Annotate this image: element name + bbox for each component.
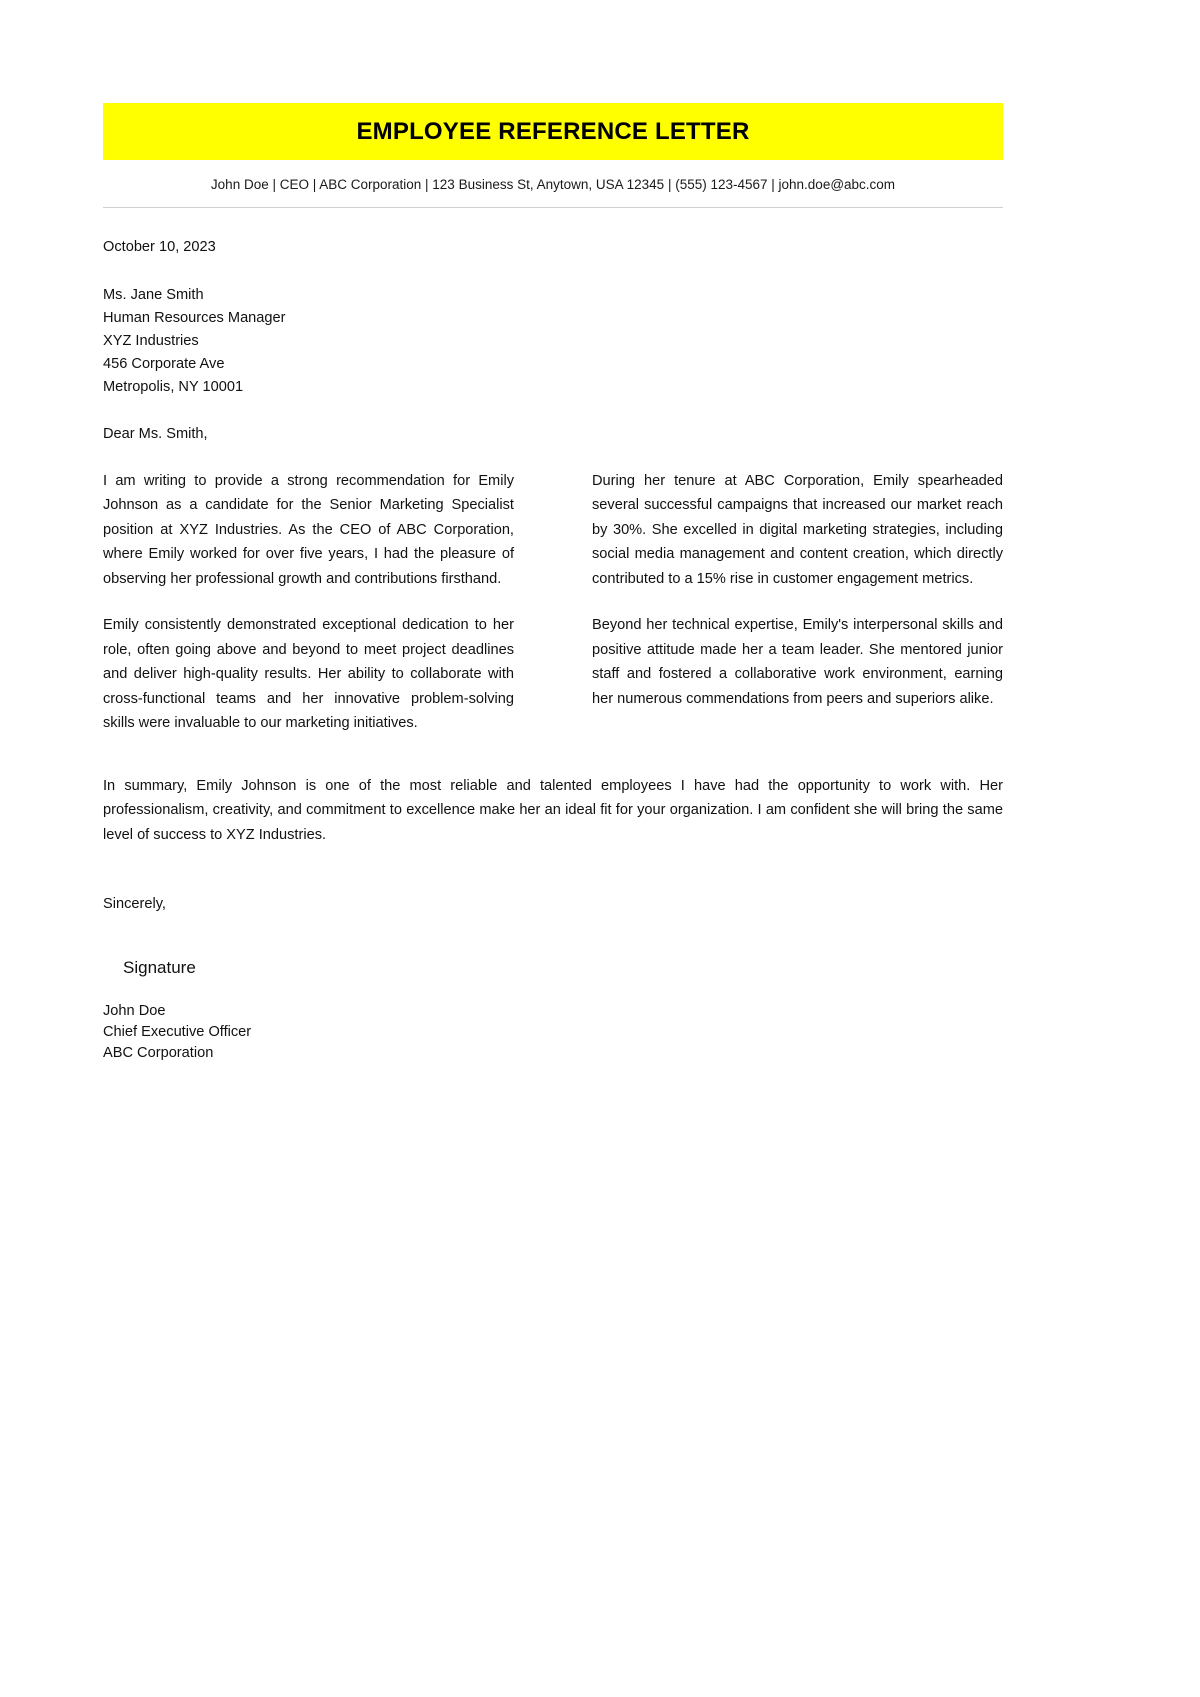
signer-company: ABC Corporation: [103, 1044, 214, 1061]
body-column-left: [103, 469, 514, 736]
salutation: Dear Ms. Smith,: [103, 426, 208, 443]
signer-block: [103, 1001, 1003, 1063]
recipient-address-block: [103, 284, 1003, 399]
summary-paragraph: In summary, Emily Johnson is one of the most reliable and talented employees I have had the opportunity to work with. Her professionalism, creativity, and commitment to excellence make her an ideal fit for your organization. I am confident she will bring the same level of success to XYZ Industries.: [103, 777, 1003, 843]
signer-name: John Doe: [103, 1003, 166, 1020]
body-columns: [103, 469, 1003, 736]
title-banner: [103, 103, 1003, 160]
recipient-city-state-zip: Metropolis, NY 10001: [103, 379, 244, 396]
body-paragraph: During her tenure at ABC Corporation, Emily spearheaded several successful campaigns that increased our market reach by 30%. She excelled in digital marketing strategies, including social media management and content creation, which directly contributed to a 15% rise in customer engagement metrics.: [592, 472, 1003, 587]
letter-body: [103, 208, 1003, 1063]
body-column-right: [592, 469, 1003, 712]
body-paragraph: Emily consistently demonstrated exceptional dedication to her role, often going above and beyond to meet project deadlines and deliver high-quality results. Her ability to collaborate with cross-functional teams and her innovative problem-solving skills were invaluable to our marketing initiatives.: [103, 617, 514, 732]
recipient-company: XYZ Industries: [103, 332, 199, 349]
page-title: EMPLOYEE REFERENCE LETTER: [356, 117, 750, 145]
signature-placeholder: Signature: [123, 958, 196, 978]
sender-contact-line: John Doe | CEO | ABC Corporation | 123 Business St, Anytown, USA 12345 | (555) 123-4567 | john.doe@abc.com: [103, 160, 1003, 208]
body-paragraph: I am writing to provide a strong recommendation for Emily Johnson as a candidate for the Senior Marketing Specialist position at XYZ Industries. As the CEO of ABC Corporation, where Emily worked for over five years, I had the pleasure of observing her professional growth and contributions firsthand.: [103, 472, 514, 587]
letter-date: October 10, 2023: [103, 239, 216, 256]
closing-salutation: Sincerely,: [103, 896, 166, 913]
body-paragraph: Beyond her technical expertise, Emily's interpersonal skills and positive attitude made her a team leader. She mentored junior staff and fostered a collaborative work environment, earning her numerous commendations from peers and superiors alike.: [592, 617, 1003, 707]
recipient-title: Human Resources Manager: [103, 309, 286, 326]
recipient-street: 456 Corporate Ave: [103, 355, 225, 372]
recipient-name: Ms. Jane Smith: [103, 286, 204, 303]
letter-sheet: [103, 0, 1003, 1063]
signer-title: Chief Executive Officer: [103, 1023, 252, 1040]
